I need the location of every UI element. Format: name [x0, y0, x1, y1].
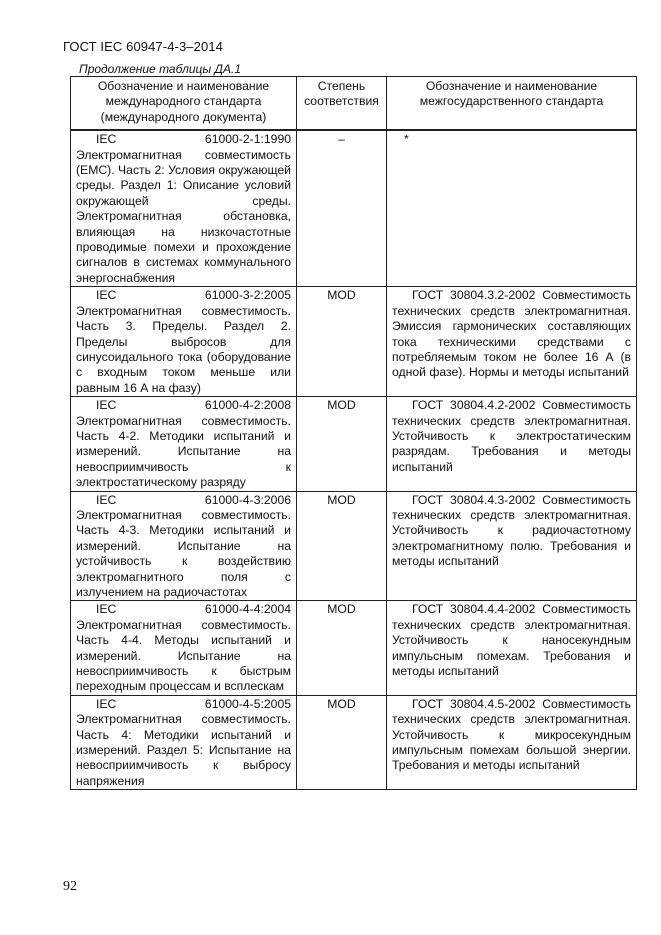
- interstate-standard-cell: [387, 601, 637, 695]
- international-standard-cell: [71, 695, 297, 789]
- table-row: [71, 491, 637, 601]
- document-code: ГОСТ IEC 60947-4-3–2014: [63, 39, 223, 54]
- table-caption: Продолжение таблицы ДА.1: [79, 62, 242, 76]
- interstate-standard-cell: [387, 130, 637, 287]
- interstate-standard-cell: [387, 287, 637, 397]
- international-standard-text: IEC 61000-4-5:2005 Электромагнитная совместимость. Часть 4: Методики испытаний и измерений. Раздел 5: Испытание на невосприимчивость к выбросу напряжения: [76, 696, 291, 788]
- interstate-standard-text: ГОСТ 30804.4.4-2002 Совместимость технических средств электромагнитная. Устойчивость к наносекундным импульсным помехам. Требования и методы испытаний: [392, 602, 631, 679]
- international-standard-text: IEC 61000-4-4:2004 Электромагнитная совместимость. Часть 4-4. Методы испытаний и измерений. Испытание на невосприимчивость к быстрым переходным процессам и всплескам: [76, 602, 291, 694]
- international-standard-cell: [71, 397, 297, 491]
- standards-correspondence-table: [70, 76, 637, 790]
- table-header-row: [71, 77, 637, 131]
- column-header-interstate: Обозначение и наименование межгосударственного стандарта: [387, 77, 637, 131]
- interstate-standard-text: ГОСТ 30804.4.5-2002 Совместимость технических средств электромагнитная. Устойчивость к микросекундным импульсным помехам большой энергии. Требования и методы испытаний: [392, 696, 631, 773]
- interstate-standard-cell: [387, 695, 637, 789]
- international-standard-cell: [71, 601, 297, 695]
- international-standard-text: IEC 61000-2-1:1990 Электромагнитная совместимость (EMC). Часть 2: Условия окружающей среды. Раздел 1: Описание условий окружающей среды. Электромагнитная обстановка, влияющая на низкочастотные проводимые помехи и прохождение сигналов в системах коммунального энергоснабжения: [76, 132, 291, 285]
- conformity-degree-cell: MOD: [297, 397, 387, 491]
- table-row: [71, 130, 637, 287]
- international-standard-text: IEC 61000-4-3:2006 Электромагнитная совместимость. Часть 4-3. Методики испытаний и измерений. Испытание на устойчивость к воздействию электромагнитного поля с излучением на радиочастотах: [76, 492, 291, 599]
- conformity-degree-cell: MOD: [297, 695, 387, 789]
- international-standard-cell: [71, 491, 297, 601]
- conformity-degree-cell: MOD: [297, 601, 387, 695]
- conformity-degree-cell: MOD: [297, 491, 387, 601]
- conformity-degree-cell: MOD: [297, 287, 387, 397]
- interstate-standard-text: *: [404, 132, 409, 147]
- table-row: [71, 397, 637, 491]
- interstate-standard-cell: [387, 491, 637, 601]
- international-standard-text: IEC 61000-3-2:2005 Электромагнитная совместимость. Часть 3. Пределы. Раздел 2. Пределы выбросов для синусоидального тока (оборудование с входным током меньше или равным 16 А на фазу): [76, 288, 291, 395]
- column-header-international: Обозначение и наименование международного стандарта (международного документа): [71, 77, 297, 131]
- table-row: [71, 601, 637, 695]
- table-row: [71, 695, 637, 789]
- international-standard-text: IEC 61000-4-2:2008 Электромагнитная совместимость. Часть 4-2. Методики испытаний и измерений. Испытание на невосприимчивость к электростатическому разряду: [76, 398, 291, 490]
- interstate-standard-text: ГОСТ 30804.4.2-2002 Совместимость технических средств электромагнитная. Устойчивость к электростатическим разрядам. Требования и методы испытаний: [392, 398, 631, 474]
- page-number: 92: [63, 879, 77, 894]
- interstate-standard-cell: [387, 397, 637, 491]
- interstate-standard-text: ГОСТ 30804.3.2-2002 Совместимость технических средств электромагнитная. Эмиссия гармонических составляющих тока техническими средствами с потребляемым током не более 16 А (в одной фазе). Нормы и методы испытаний: [392, 288, 631, 380]
- international-standard-cell: [71, 287, 297, 397]
- interstate-standard-text: ГОСТ 30804.4.3-2002 Совместимость технических средств электромагнитная. Устойчивость к радиочастотному электромагнитному полю. Требования и методы испытаний: [392, 492, 631, 569]
- international-standard-cell: [71, 130, 297, 287]
- column-header-degree: Степень соответствия: [297, 77, 387, 131]
- conformity-degree-cell: –: [297, 130, 387, 287]
- table-row: [71, 287, 637, 397]
